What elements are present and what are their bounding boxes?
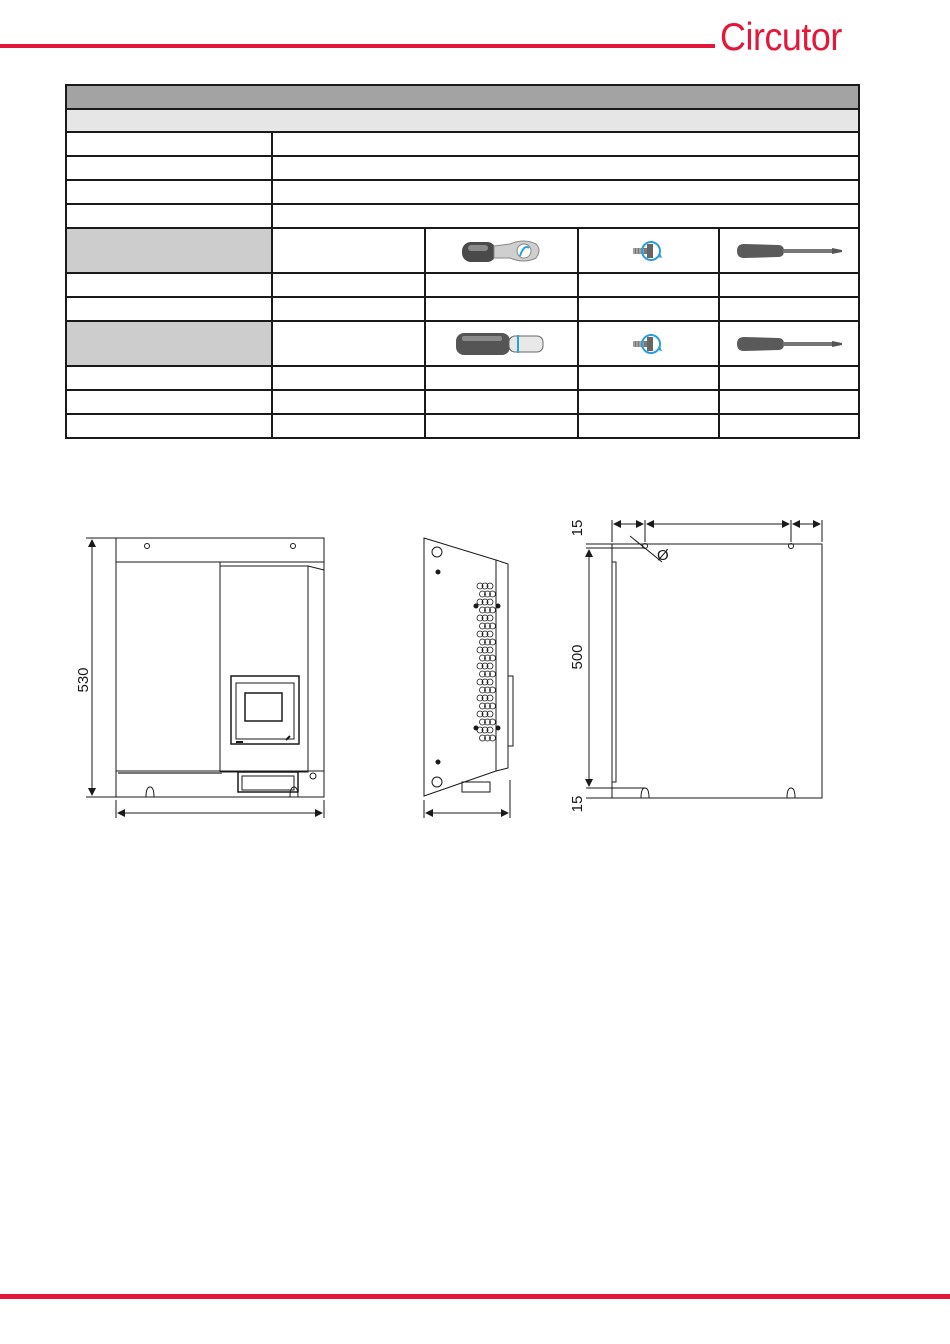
table-row — [66, 297, 859, 321]
height-dimension-label: 530 — [75, 667, 92, 693]
front-view-drawing — [86, 538, 324, 818]
table-header-row — [66, 85, 859, 109]
bottom-margin-dimension-label: 15 — [569, 795, 586, 813]
wiring-spec-table — [65, 84, 860, 439]
side-view-drawing — [424, 538, 513, 818]
table-row — [66, 156, 859, 180]
screwdriver-icon — [734, 333, 844, 355]
header-rule — [0, 44, 715, 48]
table-row — [66, 180, 859, 204]
screw-icon — [629, 235, 669, 267]
footer-rule — [0, 1294, 950, 1299]
screw-icon — [629, 328, 669, 360]
table-row-ferrule-icons — [66, 321, 859, 366]
screwdriver-icon — [734, 240, 844, 262]
logo-text: Circutor — [720, 16, 842, 59]
table-row — [66, 204, 859, 228]
table-row-terminal-icons — [66, 228, 859, 273]
back-view-drawing — [586, 520, 822, 798]
table-subheader-row — [66, 109, 859, 132]
table-row — [66, 414, 859, 438]
ring-terminal-icon — [460, 236, 544, 266]
side-view-vent-grille — [477, 583, 496, 741]
table-row — [66, 390, 859, 414]
diameter-symbol-label: Ø — [657, 547, 669, 564]
ferrule-terminal-icon — [454, 329, 550, 359]
table-row — [66, 132, 859, 156]
top-margin-dimension-label: 15 — [569, 519, 586, 537]
circutor-logo — [720, 14, 880, 62]
table-row — [66, 273, 859, 297]
table-row — [66, 366, 859, 390]
dimension-drawings — [0, 500, 950, 840]
panel-height-dimension-label: 500 — [569, 644, 586, 670]
